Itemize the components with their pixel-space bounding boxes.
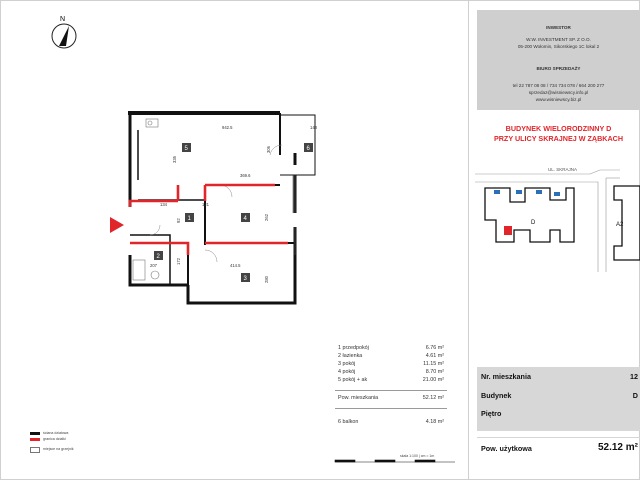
compass-icon: [44, 12, 84, 52]
dim-small2: 121: [202, 202, 209, 207]
dim-small1: 134: [160, 202, 167, 207]
scale-label: skala 1:100 | cm = 1m: [400, 454, 435, 458]
info-row-building: Budynek D: [477, 385, 640, 404]
info-row-apartment: Nr. mieszkania 12: [481, 372, 638, 381]
sales-heading: BIURO SPRZEDAŻY: [536, 66, 581, 71]
investor-box: [477, 10, 640, 110]
dim-v4: 172: [176, 258, 181, 265]
legend-swatch-wall: [30, 432, 40, 435]
dim-v6: 92: [176, 218, 181, 223]
dim-v1: 335: [172, 156, 177, 163]
investor-heading: INWESTOR: [546, 25, 571, 30]
sales-phones: tel 22 787 08 08 / 734 734 078 / 664 200 277: [512, 83, 605, 88]
dim-v5: 280: [264, 276, 269, 283]
room-tag-1: 1: [187, 216, 191, 222]
floor-plan: [110, 105, 320, 310]
investor-address: 05-200 Wołomin, Sikorskiego 1C lokal 2: [517, 44, 600, 49]
street-label: UL. SKRAJNA: [548, 167, 578, 172]
site-plan: [470, 160, 640, 275]
building-title-line1: BUDYNEK WIELORODZINNY D: [505, 124, 612, 133]
dim-v3: 262: [264, 214, 269, 221]
dim-bath: 207: [150, 263, 157, 268]
info-row-floor: Piętro: [477, 403, 640, 422]
scale-bar: [330, 452, 460, 466]
table-divider: [335, 390, 447, 391]
room-tag-6: 6: [306, 146, 310, 152]
dim-top: 942.5: [222, 125, 233, 130]
sales-email: sprzedaz@wisniewscy.info.pl: [528, 90, 589, 95]
unit-highlight: [504, 226, 512, 235]
legend-swatch-partition: [30, 438, 40, 441]
investor-company: W.W. INVESTMENT SP. Z O.O.: [526, 37, 591, 42]
room-tag-3: 3: [243, 276, 247, 282]
info-row-area: Pow. użytkowa 52.12 m²: [477, 437, 640, 460]
room-tag-2: 2: [156, 254, 160, 260]
building-title: [477, 124, 640, 144]
legend-item-2: granica działki: [43, 437, 66, 441]
dim-mid: 369.6: [240, 173, 251, 178]
dim-balcony: 143: [310, 125, 317, 130]
building-d-label: D: [531, 220, 536, 226]
dim-v2: 306: [266, 146, 271, 153]
sales-web: www.wisniewscy.biz.pl: [535, 97, 582, 102]
table-divider: [335, 408, 447, 409]
radiator-icon: [30, 447, 40, 453]
compass-label: N: [60, 16, 66, 23]
legend-item-3: miejsce na grzejnik: [43, 447, 74, 451]
room-tag-4: 4: [243, 216, 247, 222]
room-tag-5: 5: [184, 146, 188, 152]
building-a2-label: A2: [616, 222, 624, 228]
dim-bottom: 414.5: [230, 263, 241, 268]
legend-item-1: ściana działowa: [43, 431, 69, 435]
building-title-line2: PRZY ULICY SKRAJNEJ W ZĄBKACH: [493, 134, 624, 143]
